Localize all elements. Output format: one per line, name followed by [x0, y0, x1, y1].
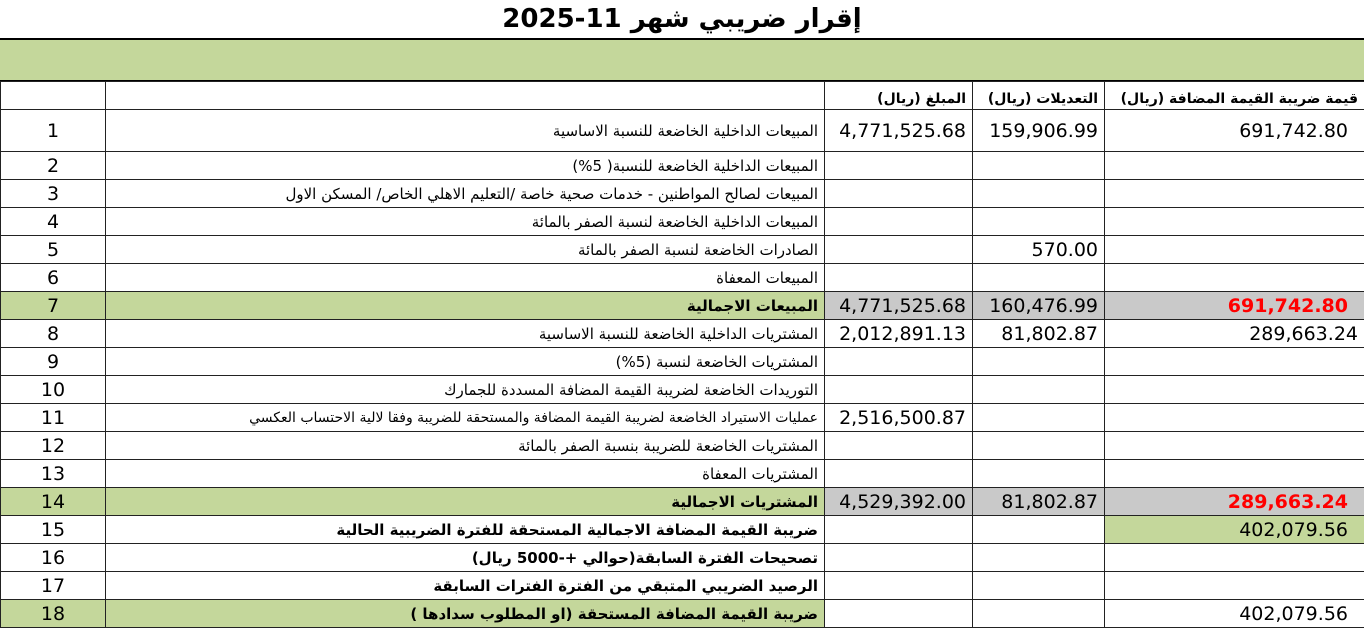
- header-cell-number[interactable]: [1, 82, 106, 110]
- row-description[interactable]: المبيعات الداخلية الخاضعة لنسبة الصفر بالمائة: [106, 208, 825, 236]
- row-vat[interactable]: [1105, 460, 1364, 488]
- header-vat[interactable]: قيمة ضريبة القيمة المضافة (ريال): [1105, 82, 1364, 110]
- row-amount[interactable]: 4,771,525.68: [825, 110, 973, 152]
- row-number[interactable]: 1: [1, 110, 106, 152]
- row-description[interactable]: المشتريات المعفاة: [106, 460, 825, 488]
- row-number[interactable]: 15: [1, 516, 106, 544]
- row-number[interactable]: 8: [1, 320, 106, 348]
- row-vat[interactable]: [1105, 208, 1364, 236]
- row-amount[interactable]: [825, 264, 973, 292]
- sheet-title: إقرار ضريبي شهر 11-2025: [0, 0, 1364, 40]
- row-adjustment[interactable]: 159,906.99: [973, 110, 1105, 152]
- row-description[interactable]: المشتريات الداخلية الخاضعة للنسبة الاساسية: [106, 320, 825, 348]
- row-adjustment[interactable]: [973, 460, 1105, 488]
- header-row: [1, 82, 1364, 110]
- row-vat[interactable]: 289,663.24: [1105, 320, 1364, 348]
- row-description[interactable]: ضريبة القيمة المضافة الاجمالية المستحقة للفترة الضريبية الحالية: [106, 516, 825, 544]
- row-adjustment[interactable]: 81,802.87: [973, 320, 1105, 348]
- header-adjustments[interactable]: التعديلات (ريال): [973, 82, 1105, 110]
- table-row: [1, 236, 1364, 264]
- row-amount[interactable]: [825, 208, 973, 236]
- row-adjustment[interactable]: [973, 348, 1105, 376]
- row-description[interactable]: المشتريات الخاضعة للضريبة بنسبة الصفر بالمائة: [106, 432, 825, 460]
- row-description[interactable]: المشتريات الاجمالية: [106, 488, 825, 516]
- row-number[interactable]: 4: [1, 208, 106, 236]
- row-number[interactable]: 12: [1, 432, 106, 460]
- row-description[interactable]: الصادرات الخاضعة لنسبة الصفر بالمائة: [106, 236, 825, 264]
- table-row: [1, 180, 1364, 208]
- row-adjustment[interactable]: [973, 264, 1105, 292]
- table-row: [1, 432, 1364, 460]
- row-description[interactable]: الرصيد الضريبي المتبقي من الفترة الفترات السابقة: [106, 572, 825, 600]
- row-amount[interactable]: [825, 180, 973, 208]
- row-number[interactable]: 3: [1, 180, 106, 208]
- table-row: [1, 264, 1364, 292]
- row-adjustment[interactable]: [973, 208, 1105, 236]
- row-number[interactable]: 6: [1, 264, 106, 292]
- row-number[interactable]: 7: [1, 292, 106, 320]
- row-vat[interactable]: 691,742.80: [1105, 292, 1364, 320]
- row-vat[interactable]: [1105, 572, 1364, 600]
- row-number[interactable]: 16: [1, 544, 106, 572]
- table-row: [1, 208, 1364, 236]
- row-amount[interactable]: 2,516,500.87: [825, 404, 973, 432]
- row-adjustment[interactable]: [973, 572, 1105, 600]
- row-amount[interactable]: 4,771,525.68: [825, 292, 973, 320]
- row-vat[interactable]: [1105, 348, 1364, 376]
- row-number[interactable]: 10: [1, 376, 106, 404]
- row-amount[interactable]: 2,012,891.13: [825, 320, 973, 348]
- row-adjustment[interactable]: [973, 600, 1105, 628]
- row-number[interactable]: 17: [1, 572, 106, 600]
- row-description[interactable]: المبيعات المعفاة: [106, 264, 825, 292]
- row-amount[interactable]: [825, 516, 973, 544]
- row-description[interactable]: تصحيحات الفترة السابقة(حوالي +-5000 ريال): [106, 544, 825, 572]
- table-row: [1, 152, 1364, 180]
- row-number[interactable]: 5: [1, 236, 106, 264]
- row-number[interactable]: 13: [1, 460, 106, 488]
- row-adjustment[interactable]: [973, 152, 1105, 180]
- row-description[interactable]: التوريدات الخاضعة لضريبة القيمة المضافة المسددة للجمارك: [106, 376, 825, 404]
- row-amount[interactable]: [825, 460, 973, 488]
- row-vat[interactable]: [1105, 152, 1364, 180]
- row-adjustment[interactable]: 81,802.87: [973, 488, 1105, 516]
- row-adjustment[interactable]: [973, 516, 1105, 544]
- row-description[interactable]: ضريبة القيمة المضافة المستحقة (او المطلوب سدادها ): [106, 600, 825, 628]
- green-band-row: [0, 40, 1364, 81]
- row-number[interactable]: 2: [1, 152, 106, 180]
- table-row: [1, 376, 1364, 404]
- row-description[interactable]: المبيعات الداخلية الخاضعة للنسبة الاساسية: [106, 110, 825, 152]
- table-row: [1, 572, 1364, 600]
- row-amount[interactable]: [825, 600, 973, 628]
- row-vat[interactable]: [1105, 236, 1364, 264]
- sales-total-row: [1, 292, 1364, 320]
- table-row: [1, 110, 1364, 152]
- row-vat[interactable]: [1105, 544, 1364, 572]
- row-vat[interactable]: 691,742.80: [1105, 110, 1364, 152]
- row-number[interactable]: 18: [1, 600, 106, 628]
- row-vat[interactable]: 289,663.24: [1105, 488, 1364, 516]
- row-description[interactable]: المبيعات الداخلية الخاضعة للنسبة( 5%): [106, 152, 825, 180]
- row-description[interactable]: المبيعات لصالح المواطنين - خدمات صحية خاصة /التعليم الاهلي الخاص/ المسكن الاول: [106, 180, 825, 208]
- table-row: [1, 404, 1364, 432]
- vat-due-row: [1, 516, 1364, 544]
- row-adjustment[interactable]: [973, 432, 1105, 460]
- row-adjustment[interactable]: 160,476.99: [973, 292, 1105, 320]
- row-vat[interactable]: 402,079.56: [1105, 516, 1364, 544]
- table-row: [1, 320, 1364, 348]
- row-vat[interactable]: 402,079.56: [1105, 600, 1364, 628]
- row-amount[interactable]: [825, 572, 973, 600]
- row-number[interactable]: 14: [1, 488, 106, 516]
- row-vat[interactable]: [1105, 376, 1364, 404]
- row-adjustment[interactable]: [973, 376, 1105, 404]
- row-description[interactable]: المبيعات الاجمالية: [106, 292, 825, 320]
- row-amount[interactable]: [825, 236, 973, 264]
- final-vat-row: [1, 600, 1364, 628]
- row-adjustment[interactable]: [973, 180, 1105, 208]
- row-description[interactable]: عمليات الاستيراد الخاضعة لضريبة القيمة المضافة والمستحقة للضريبة وفقا لالية الاحتساب العكسي: [106, 404, 825, 432]
- row-vat[interactable]: [1105, 264, 1364, 292]
- table-row: [1, 460, 1364, 488]
- row-amount[interactable]: [825, 432, 973, 460]
- header-amount[interactable]: المبلغ (ريال): [825, 82, 973, 110]
- row-amount[interactable]: [825, 348, 973, 376]
- header-cell-description[interactable]: [106, 82, 825, 110]
- row-adjustment[interactable]: [973, 404, 1105, 432]
- row-vat[interactable]: [1105, 404, 1364, 432]
- table-row: [1, 348, 1364, 376]
- row-vat[interactable]: [1105, 432, 1364, 460]
- row-amount[interactable]: [825, 544, 973, 572]
- row-amount[interactable]: [825, 376, 973, 404]
- row-adjustment[interactable]: [973, 544, 1105, 572]
- row-vat[interactable]: [1105, 180, 1364, 208]
- row-description[interactable]: المشتريات الخاضعة لنسبة (5%): [106, 348, 825, 376]
- row-amount[interactable]: 4,529,392.00: [825, 488, 973, 516]
- row-adjustment[interactable]: 570.00: [973, 236, 1105, 264]
- row-number[interactable]: 11: [1, 404, 106, 432]
- tax-table: [0, 81, 1364, 628]
- table-row: [1, 544, 1364, 572]
- purchases-total-row: [1, 488, 1364, 516]
- row-number[interactable]: 9: [1, 348, 106, 376]
- row-amount[interactable]: [825, 152, 973, 180]
